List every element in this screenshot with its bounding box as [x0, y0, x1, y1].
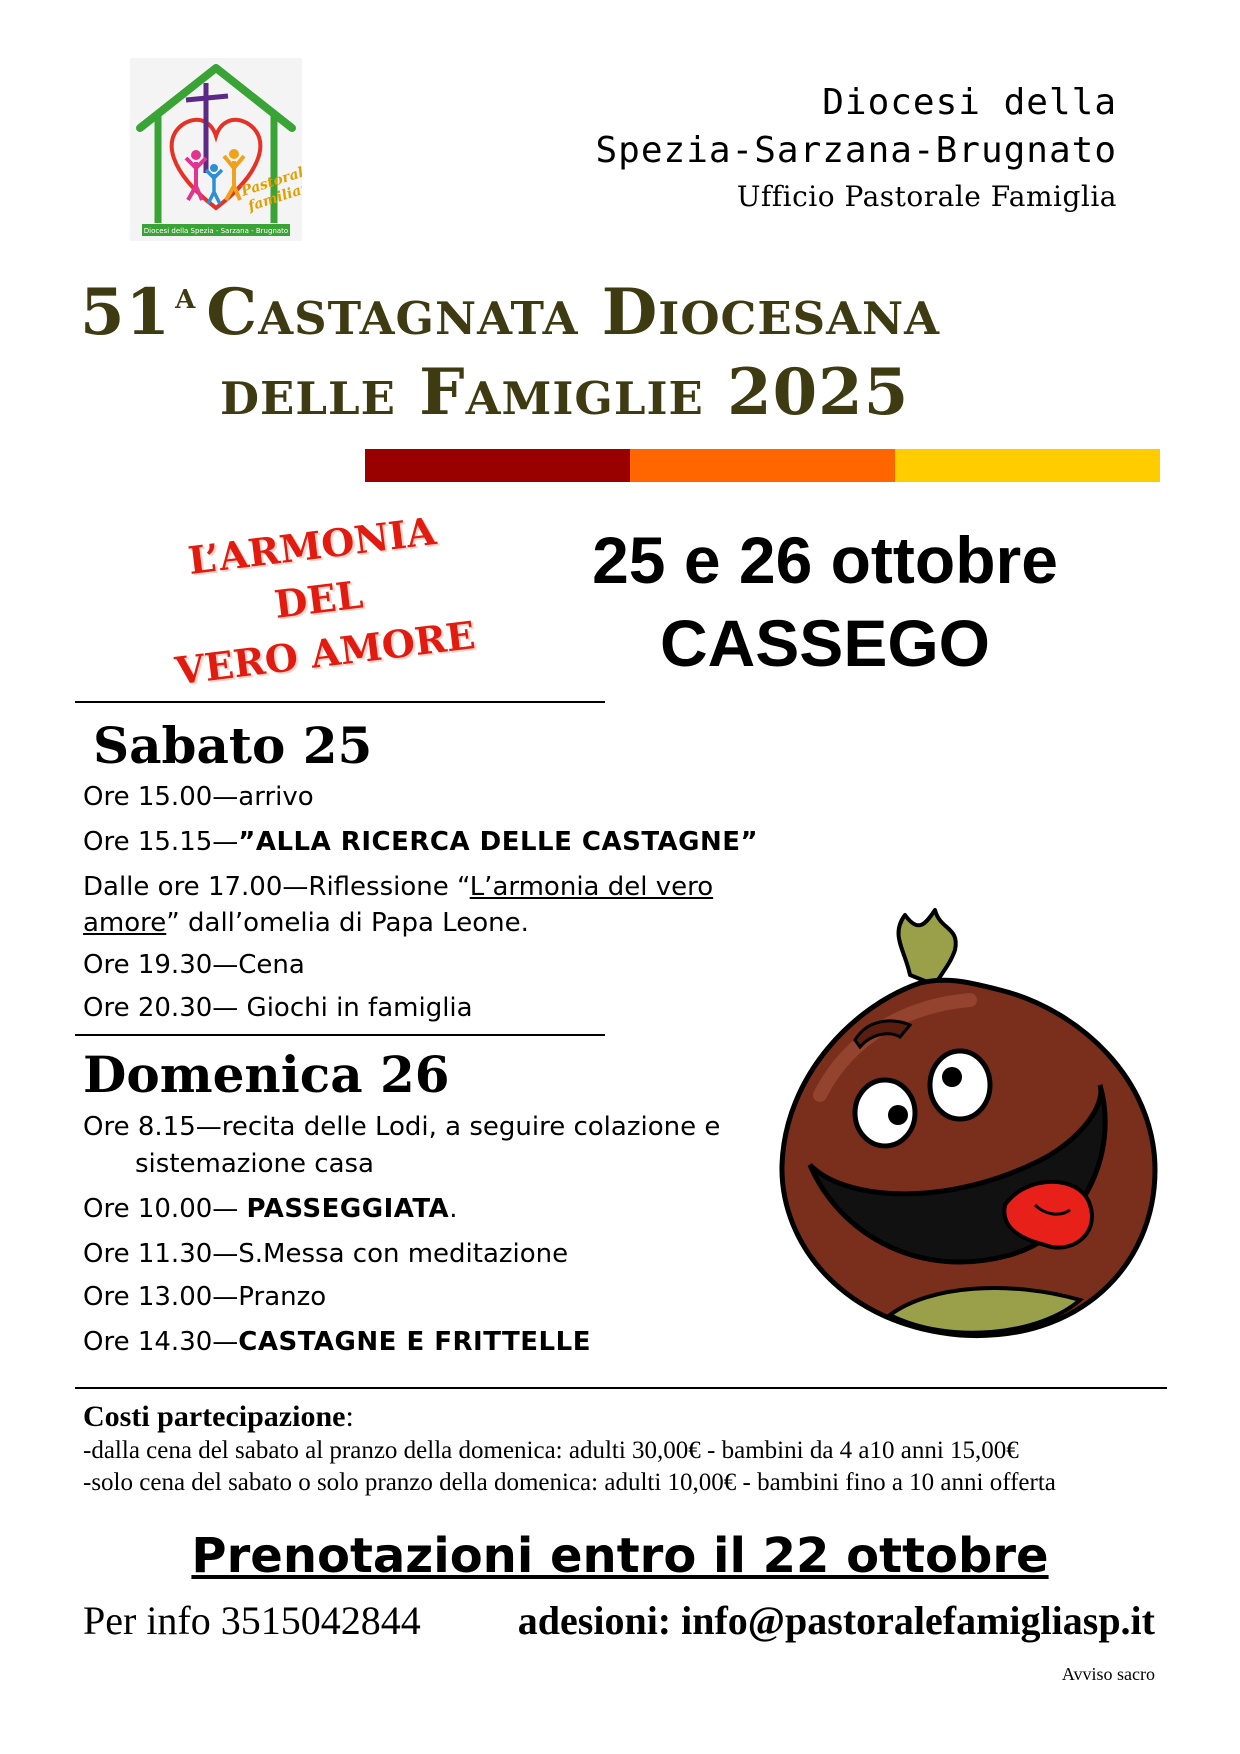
item-time: Ore 8.15—	[83, 1112, 222, 1142]
adesioni-email: adesioni: info@pastoralefamigliasp.it	[517, 1598, 1155, 1643]
saturday-item-4	[83, 947, 305, 983]
item-text: Riflessione “	[308, 872, 470, 902]
item-text: arrivo	[238, 782, 314, 812]
item-time: Ore 10.00—	[83, 1194, 247, 1224]
saturday-heading: Sabato 25	[93, 716, 373, 775]
pastorale-familiare-logo	[130, 58, 302, 241]
title-line-1	[80, 275, 940, 350]
cost-line-2: -solo cena del sabato o solo pranzo della domenica: adulti 10,00€ - bambini fino a 10 anni offerta	[83, 1469, 1056, 1496]
booking-text: Prenotazioni entro il 22 ottobre	[191, 1528, 1049, 1584]
item-quote-cont: amore	[83, 908, 167, 938]
theme-stamp	[140, 499, 497, 701]
item-time: Ore 13.00—	[83, 1282, 239, 1312]
color-bar-segment-red	[365, 449, 630, 482]
item-time: Ore 11.30—	[83, 1239, 239, 1269]
sunday-item-1-cont	[135, 1146, 374, 1182]
divider	[75, 1387, 1167, 1389]
item-time: Ore 19.30—	[83, 950, 239, 980]
title-superscript: A	[175, 285, 197, 315]
decorative-color-bar	[365, 449, 1160, 482]
item-highlight: CASTAGNE E FRITTELLE	[238, 1327, 591, 1357]
costs-title-text: Costi partecipazione	[83, 1400, 346, 1433]
item-text: .	[449, 1194, 458, 1224]
sunday-item-1	[83, 1109, 720, 1145]
divider	[75, 1034, 605, 1036]
org-office: Ufficio Pastorale Famiglia	[736, 180, 1117, 213]
item-text: S.Messa con meditazione	[238, 1239, 569, 1269]
item-text: recita delle Lodi, a seguire colazione e	[221, 1112, 721, 1142]
logo-caption: Diocesi della Spezia - Sarzana - Brugnato	[143, 227, 289, 235]
event-dates: 25 e 26 ottobre	[592, 523, 1058, 597]
item-quote: L’armonia del vero	[469, 872, 714, 902]
item-time: Ore 14.30—	[83, 1327, 239, 1357]
saturday-item-5	[83, 990, 473, 1026]
saturday-item-2	[83, 824, 758, 860]
smiling-chestnut-icon	[760, 905, 1180, 1345]
org-line-2: Spezia-Sarzana-Brugnato	[595, 130, 1117, 171]
theme-line-2: VERO AMORE	[172, 612, 478, 694]
saturday-item-3	[83, 869, 713, 905]
saturday-item-3-cont	[83, 905, 529, 941]
footer-note: Avviso sacro	[1061, 1664, 1155, 1684]
sunday-item-2	[83, 1191, 457, 1227]
theme-line-1: L’ARMONIA DEL	[185, 508, 439, 627]
color-bar-segment-orange	[630, 449, 895, 482]
item-text: Pranzo	[238, 1282, 327, 1312]
title-line-1-rest: Castagnata Diocesana	[206, 275, 941, 350]
sunday-heading: Domenica 26	[83, 1045, 450, 1104]
item-text: Cena	[238, 950, 305, 980]
item-time: Dalle ore 17.00—	[83, 872, 309, 902]
booking-deadline	[0, 1528, 1240, 1584]
item-time: Ore 15.15—	[83, 827, 239, 857]
logo-word-2: familiare	[246, 177, 302, 215]
org-line-1: Diocesi della	[822, 82, 1117, 123]
item-highlight: ”ALLA RICERCA DELLE CASTAGNE”	[238, 827, 759, 857]
sunday-item-4	[83, 1279, 326, 1315]
title-line-2: delle Famiglie 2025	[220, 355, 910, 430]
item-time: Ore 15.00—	[83, 782, 239, 812]
info-phone: Per info 3515042844	[83, 1598, 421, 1643]
item-highlight: PASSEGGIATA	[246, 1194, 450, 1224]
item-time: Ore 20.30—	[83, 993, 239, 1023]
sunday-item-3	[83, 1236, 568, 1272]
item-text: ” dall’omelia di Papa Leone.	[166, 908, 529, 938]
costs-title	[83, 1400, 354, 1434]
saturday-item-1	[83, 779, 314, 815]
title-number: 51	[80, 275, 172, 350]
divider	[75, 701, 605, 703]
costs-title-suffix: :	[345, 1400, 354, 1433]
sunday-item-5	[83, 1324, 591, 1360]
cost-line-1: -dalla cena del sabato al pranzo della domenica: adulti 30,00€ - bambini da 4 a10 anni 15,00€	[83, 1437, 1019, 1464]
item-text: Giochi in famiglia	[238, 993, 473, 1023]
item-text: sistemazione casa	[135, 1149, 374, 1179]
color-bar-segment-yellow	[895, 449, 1160, 482]
logo-word-1: Pastorale	[239, 161, 302, 200]
event-place: CASSEGO	[659, 606, 991, 680]
